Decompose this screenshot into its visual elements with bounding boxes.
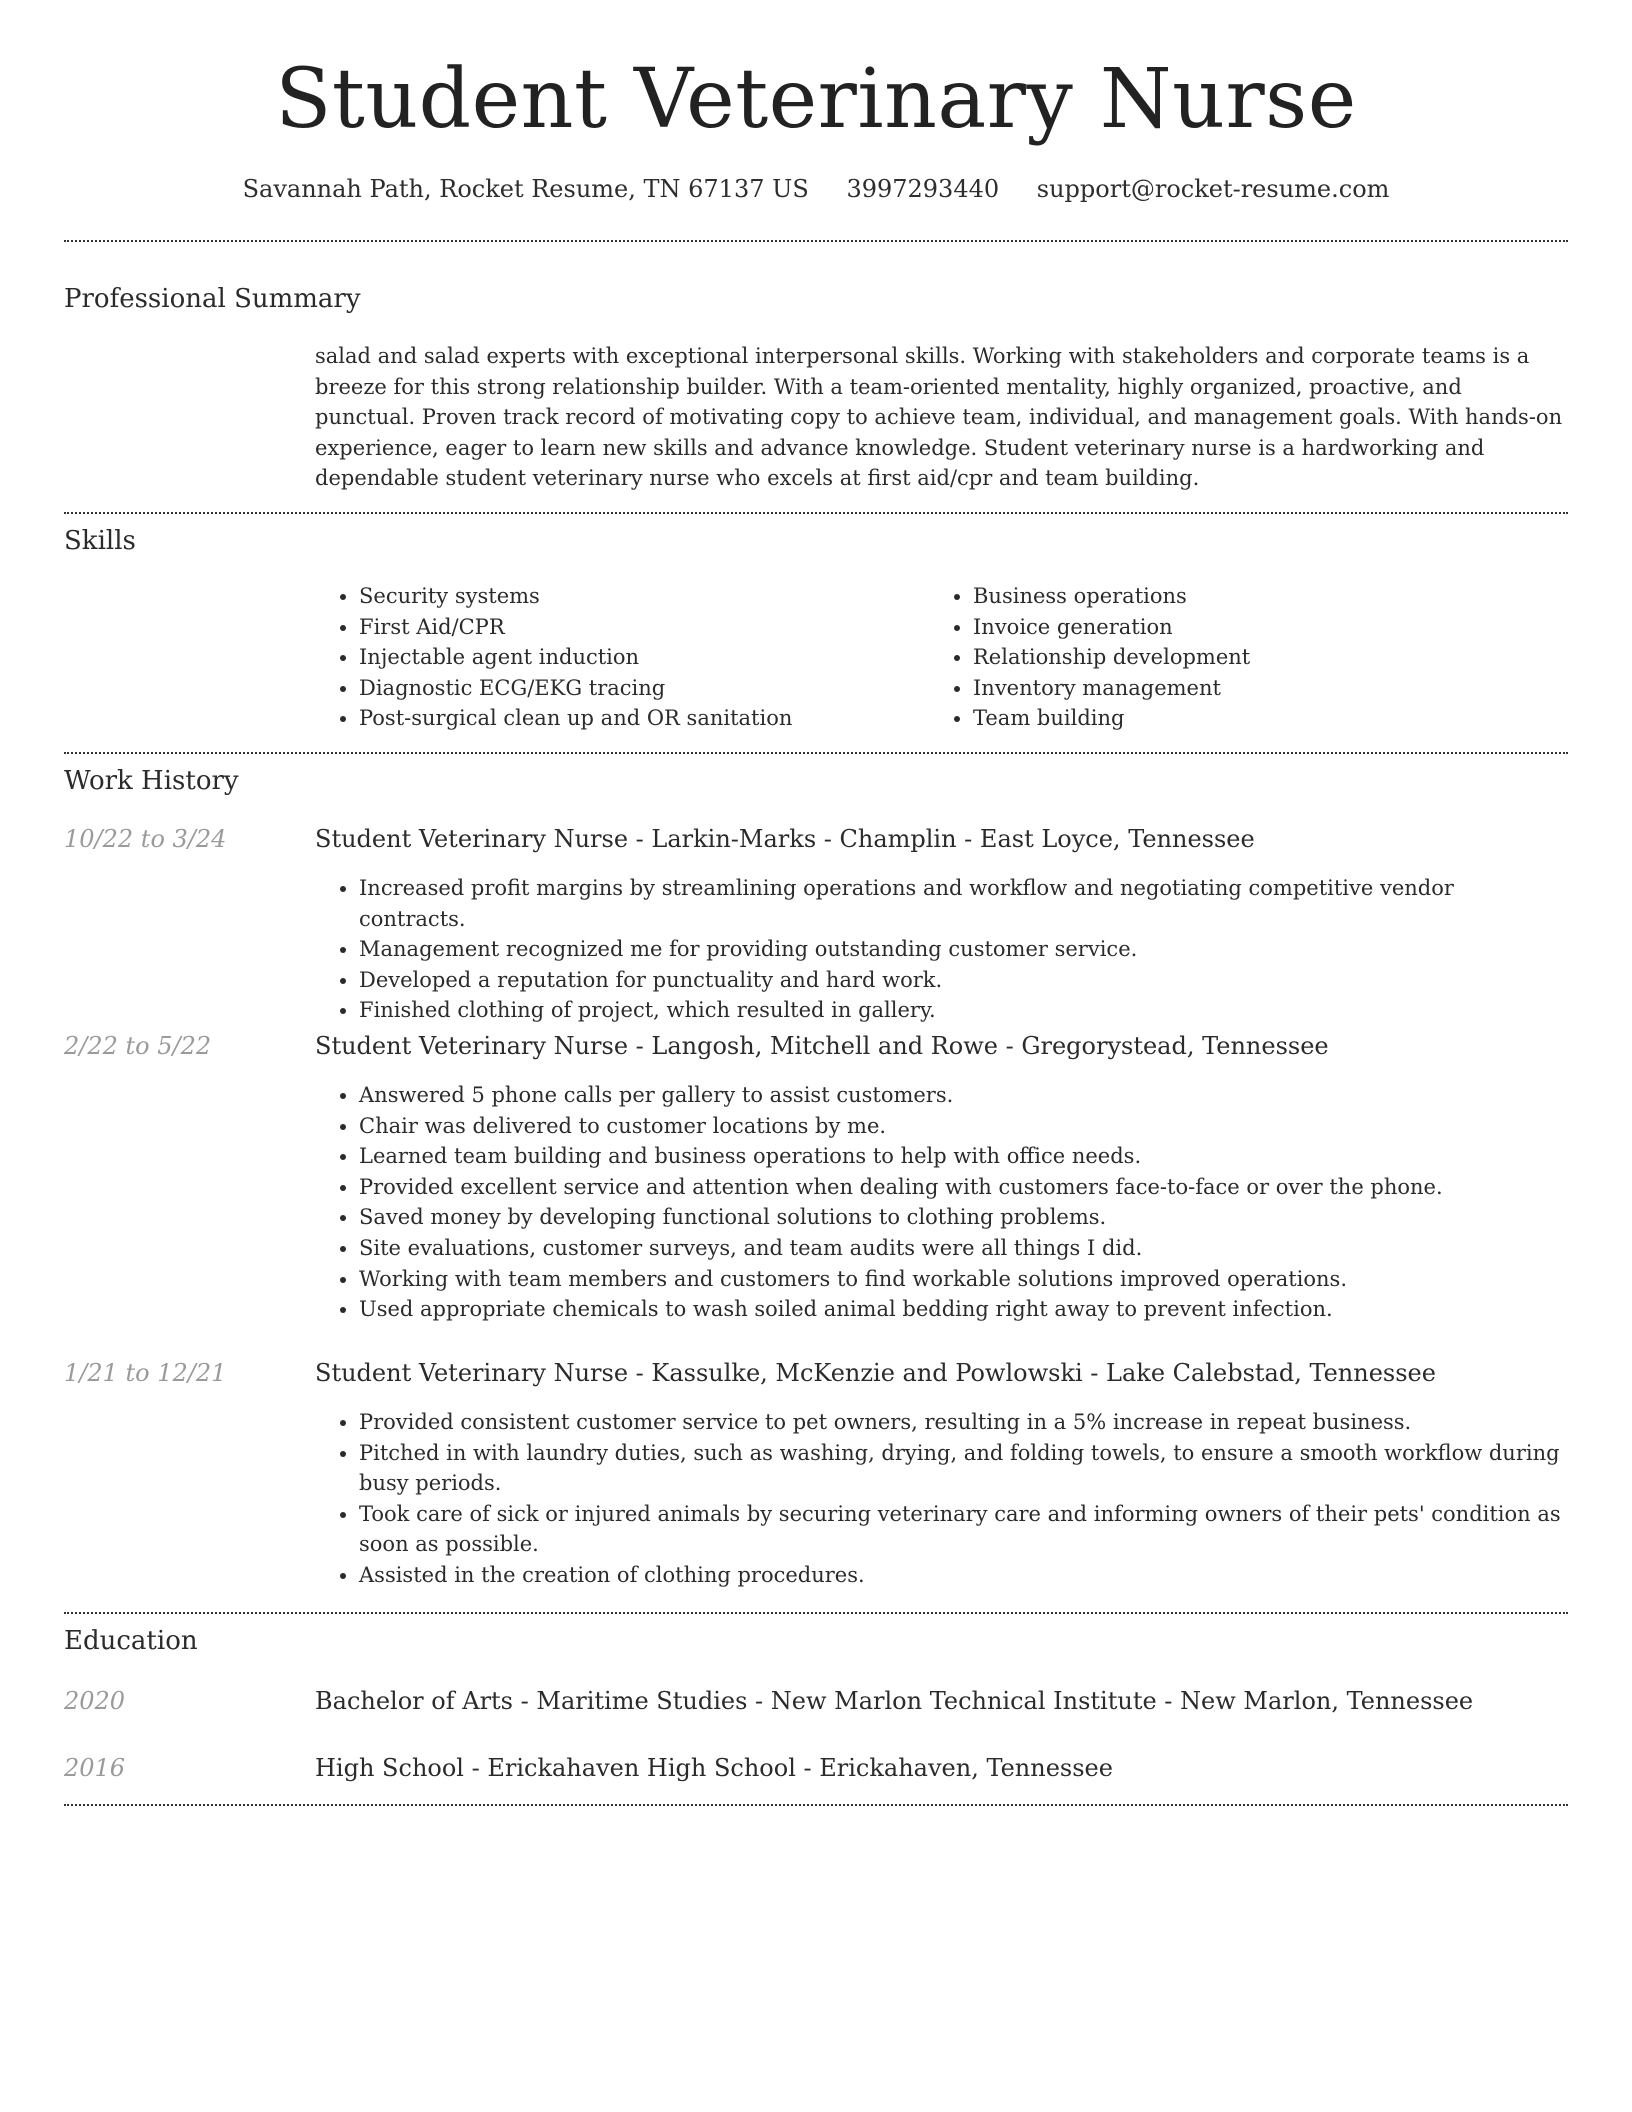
- divider: [64, 1612, 1568, 1614]
- job-bullet: • Assisted in the creation of clothing procedures.: [359, 1560, 1565, 1591]
- resume-name: Student Veterinary Nurse: [275, 52, 1357, 147]
- job-heading: Student Veterinary Nurse - Langosh, Mitchell and Rowe - Gregorystead, Tennessee: [315, 1032, 1329, 1060]
- job-dates: 10/22 to 3/24: [64, 825, 227, 853]
- divider: [64, 1804, 1568, 1806]
- skill-item: • First Aid/CPR: [359, 612, 915, 643]
- skill-item: • Injectable agent induction: [359, 642, 915, 673]
- job-bullets: [315, 873, 1565, 1026]
- job-bullet: • Saved money by developing functional solutions to clothing problems.: [359, 1202, 1565, 1233]
- summary-title: Professional Summary: [64, 284, 361, 314]
- skill-item: • Diagnostic ECG/EKG tracing: [359, 673, 915, 704]
- job-bullet: • Provided excellent service and attention when dealing with customers face-to-face or over the phone.: [359, 1172, 1565, 1203]
- skill-item: • Team building: [973, 703, 1529, 734]
- education-heading: Bachelor of Arts - Maritime Studies - New Marlon Technical Institute - New Marlon, Tennessee: [315, 1687, 1474, 1715]
- skill-item: • Security systems: [359, 581, 915, 612]
- skill-item: • Relationship development: [973, 642, 1529, 673]
- skills-list-right: [929, 581, 1529, 734]
- skill-item: • Post-surgical clean up and OR sanitation: [359, 703, 915, 734]
- skill-item: • Invoice generation: [973, 612, 1529, 643]
- job-bullet: • Increased profit margins by streamlining operations and workflow and negotiating competitive vendor contracts.: [359, 873, 1565, 934]
- education-heading: High School - Erickahaven High School - Erickahaven, Tennessee: [315, 1754, 1113, 1782]
- job-bullet: • Provided consistent customer service to pet owners, resulting in a 5% increase in repeat business.: [359, 1407, 1565, 1438]
- contact-address: Savannah Path, Rocket Resume, TN 67137 US: [242, 175, 809, 203]
- skills-list-left: [315, 581, 915, 734]
- summary-text: salad and salad experts with exceptional interpersonal skills. Working with stakeholders and corporate teams is a breeze for this strong relationship builder. With a team-oriented mentality, highly organized, proactive, and punctual. Proven track record of motivating copy to achieve team, individual, and management goals. With hands-on experience, eager to learn new skills and advance knowledge. Student veterinary nurse is a hardworking and dependable student veterinary nurse who excels at first aid/cpr and team building.: [315, 344, 1563, 491]
- contact-phone: 3997293440: [846, 175, 1000, 203]
- job-bullet: • Working with team members and customers to find workable solutions improved operations.: [359, 1264, 1565, 1295]
- education-year: 2016: [64, 1754, 126, 1782]
- job-bullet: • Answered 5 phone calls per gallery to assist customers.: [359, 1080, 1565, 1111]
- job-bullet: • Developed a reputation for punctuality and hard work.: [359, 965, 1565, 996]
- job-heading: Student Veterinary Nurse - Kassulke, McKenzie and Powlowski - Lake Calebstad, Tennessee: [315, 1359, 1436, 1387]
- contact-email: support@rocket-resume.com: [1036, 175, 1390, 203]
- work-history-title: Work History: [64, 766, 239, 796]
- divider: [64, 512, 1568, 514]
- divider: [64, 240, 1568, 242]
- skill-item: • Inventory management: [973, 673, 1529, 704]
- job-bullets: [315, 1407, 1565, 1591]
- job-bullet: • Finished clothing of project, which resulted in gallery.: [359, 995, 1565, 1026]
- education-year: 2020: [64, 1687, 126, 1715]
- contact-line: [0, 172, 1632, 206]
- job-heading: Student Veterinary Nurse - Larkin-Marks - Champlin - East Loyce, Tennessee: [315, 825, 1255, 853]
- job-dates: 2/22 to 5/22: [64, 1032, 212, 1060]
- skill-item: • Business operations: [973, 581, 1529, 612]
- job-bullet: • Site evaluations, customer surveys, and team audits were all things I did.: [359, 1233, 1565, 1264]
- job-bullet: • Learned team building and business operations to help with office needs.: [359, 1141, 1565, 1172]
- divider: [64, 752, 1568, 754]
- job-bullet: • Took care of sick or injured animals by securing veterinary care and informing owners of their pets' condition as soon as possible.: [359, 1499, 1565, 1560]
- job-bullet: • Used appropriate chemicals to wash soiled animal bedding right away to prevent infection.: [359, 1294, 1565, 1325]
- job-bullet: • Management recognized me for providing outstanding customer service.: [359, 934, 1565, 965]
- job-dates: 1/21 to 12/21: [64, 1359, 227, 1387]
- job-bullet: • Chair was delivered to customer locations by me.: [359, 1111, 1565, 1142]
- job-bullets: [315, 1080, 1565, 1325]
- education-title: Education: [64, 1626, 198, 1656]
- skills-title: Skills: [64, 526, 136, 556]
- job-bullet: • Pitched in with laundry duties, such as washing, drying, and folding towels, to ensure a smooth workflow during busy periods.: [359, 1438, 1565, 1499]
